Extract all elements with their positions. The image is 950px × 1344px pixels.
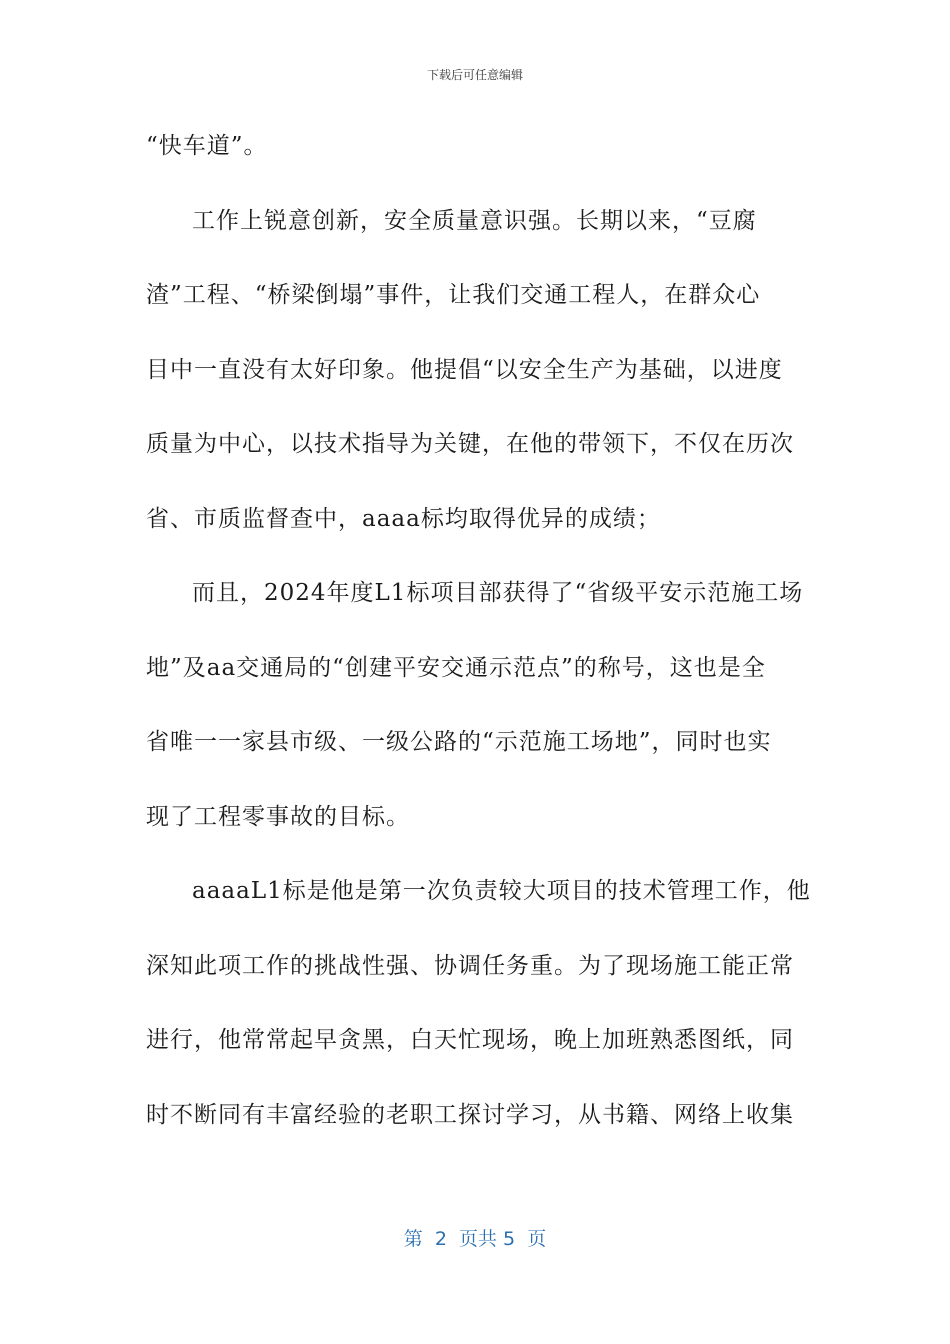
text-line: 工作上锐意创新，安全质量意识强。长期以来，“豆腐: [192, 207, 757, 234]
text-line: 渣”工程、“桥梁倒塌”事件，让我们交通工程人，在群众心: [146, 282, 761, 308]
text-line: 时不断同有丰富经验的老职工探讨学习，从书籍、网络上收集: [146, 1101, 794, 1128]
text-line: 地”及aa交通局的“创建平安交通示范点”的称号，这也是全: [146, 654, 766, 681]
text-line: 进行，他常常起早贪黑，白天忙现场，晚上加班熟悉图纸，同: [146, 1027, 794, 1053]
text-line: 目中一直没有太好印象。他提倡“以安全生产为基础，以进度: [146, 356, 783, 383]
text-line: aaaaL1标是他是第一次负责较大项目的技术管理工作，他: [192, 878, 811, 904]
text-line: “快车道”。: [146, 133, 268, 159]
document-body: [146, 126, 811, 1169]
text-line: 深知此项工作的挑战性强、协调任务重。为了现场施工能正常: [146, 952, 794, 979]
text-line: 省、市质监督查中，aaaa标均取得优异的成绩；: [146, 505, 661, 532]
header-note: 下载后可任意编辑: [426, 68, 523, 82]
text-line: 省唯一一家县市级、一级公路的“示范施工场地”，同时也实: [146, 729, 772, 755]
text-line: 而且，2024年度L1标项目部获得了“省级平安示范施工场: [192, 580, 804, 606]
text-line: 质量为中心，以技术指导为关键，在他的带领下，不仅在历次: [146, 431, 794, 457]
text-line: 现了工程零事故的目标。: [146, 803, 410, 830]
page-number: 第 2 页共 5 页: [403, 1228, 547, 1250]
